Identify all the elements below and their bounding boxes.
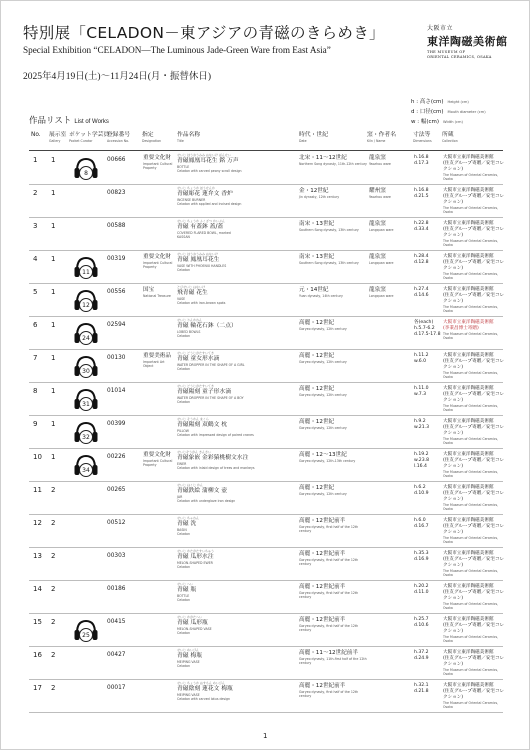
dimensions: h.11.2 w.6.0 [414,353,429,364]
pocket-curator-number: 11 [79,265,93,279]
title-en2: Celadon [177,597,191,602]
title-en: VASE WITH PHOENIX HANDLES [177,263,227,268]
title-ruby: とびせいじ はないけ [177,285,205,289]
title-en: MEIPING VASE [177,692,200,697]
collection: 大阪市立東洋陶磁美術館 (李秉昌博士寄贈) The Museum of Oriental Ceramics, Osaka [443,320,499,340]
accession-number: 00303 [107,553,126,559]
dimensions: h.27.4 d.14.6 [414,287,429,298]
title-ja: 青磁陽刻 双鶴文 枕 [177,421,228,428]
item-number: 4 [33,255,38,263]
designation: 重要文化財 Important Cultural Property [143,452,173,467]
collection: 大阪市立東洋陶磁美術館 (住友グループ寄贈／安宅コレクション) The Museum of Oriental Ceramics, Osaka [443,419,505,445]
table-row [29,251,503,284]
title-en2: Celadon [177,333,191,338]
work-date: 高麗・12世紀前半 Goryeo dynasty, first half of the 12th century [299,551,359,566]
title-ruby: せいじ はくじ かん [177,483,203,487]
collection: 大阪市立東洋陶磁美術館 (住友グループ寄贈／安宅コレクション) The Museum of Oriental Ceramics, Osaka [443,386,505,412]
dimensions: h.28.4 d.12.8 [414,254,429,265]
table-row [29,614,503,647]
pocket-curator[interactable] [71,418,105,446]
work-title [177,319,295,338]
collection: 大阪市立東洋陶磁美術館 (住友グループ寄贈／安宅コレクション) The Museum of Oriental Ceramics, Osaka [443,650,505,676]
work-title [177,352,295,371]
pocket-curator-number: 31 [79,397,93,411]
table-row [29,317,503,350]
title-en2: Celadon with iron-brown spots [177,300,226,305]
item-number: 14 [33,585,42,593]
header-divider [29,150,503,151]
accession-number: 00186 [107,586,126,592]
title-en: EWER [177,461,187,466]
table-row [29,152,503,185]
title-ruby: せいじ かがたへい [177,615,202,619]
work-date: 高麗・12世紀前半 Goryeo dynasty, first half of the 12th century [299,617,359,632]
designation: 重要文化財 Important Cultural Property [143,254,173,269]
title-ruby: せいじ へい [177,582,193,586]
pocket-curator[interactable] [71,385,105,413]
item-number: 13 [33,552,42,560]
table-row [29,449,503,482]
collection: 大阪市立東洋陶磁美術館 (住友グループ寄贈／安宅コレクション) The Museum of Oriental Ceramics, Osaka [443,287,505,313]
gallery-number: 2 [51,486,56,494]
pocket-curator-number: 12 [79,298,93,312]
title-en: PILLOW [177,428,189,433]
title-ja: 青磁 瓶 [177,586,197,593]
accession-number: 00226 [107,454,126,460]
title-en2: Celadon [177,564,191,569]
gallery-number: 1 [51,354,56,362]
legend-item: w : 幅(cm) Width (cm) [411,119,463,125]
collection: 大阪市立東洋陶磁美術館 (住友グループ寄贈／安宅コレクション) The Museum of Oriental Ceramics, Osaka [443,551,505,577]
dimension-legend [411,97,486,127]
title-ja: 青磁 梅瓶 [177,652,203,659]
museum-logo [427,23,508,59]
accession-number: 00130 [107,355,126,361]
title-en: LOBED BOWLS [177,329,201,334]
dimensions: h.35.3 d.16.9 [414,551,429,562]
collection: 大阪市立東洋陶磁美術館 (住友グループ寄贈／安宅コレクション) The Museum of Oriental Ceramics, Osaka [443,155,505,181]
collection: 大阪市立東洋陶磁美術館 (住友グループ寄贈／安宅コレクション) The Museum of Oriental Ceramics, Osaka [443,485,505,511]
title-ja: 青磁 洗 [177,520,197,527]
item-number: 7 [33,354,38,362]
gallery-number: 2 [51,519,56,527]
work-date: 高麗・12世紀 Goryeo dynasty, 12th century [299,419,347,430]
pocket-curator[interactable] [71,616,105,644]
accession-number: 00265 [107,487,126,493]
collection: 大阪市立東洋陶磁美術館 (住友グループ寄贈／安宅コレクション) The Museum of Oriental Ceramics, Osaka [443,683,505,709]
title-ja: 青磁象嵌 金彩猿桃樹文水注 [177,454,249,461]
accession-number: 00319 [107,256,126,262]
item-number: 9 [33,420,38,428]
column-header: 寸法等 Dimensions [413,132,432,143]
exhibition-title: 特別展「CELADON－東アジアの青磁のきらめき」 [23,24,385,42]
item-number: 11 [33,486,42,494]
page-number: 1 [263,732,268,740]
accession-number: 00415 [107,619,126,625]
legend-item: h : 高さ(cm) Height (cm) [411,99,469,105]
collection: 大阪市立東洋陶磁美術館 (住友グループ寄贈／安宅コレクション) The Museum of Oriental Ceramics, Osaka [443,353,505,379]
work-date: 高麗・11～12世紀前半 Goryeo dynasty, 11th-first half of the 12th century [299,650,367,665]
designation: 重要文化財 Important Cultural Property [143,155,173,170]
column-header: 指定 Designation [142,132,162,143]
column-header: 作品名称 Title [177,132,201,143]
work-date: 高麗・12世紀 Goryeo dynasty, 12th century [299,320,347,331]
title-ja: 飛青磁 花生 [177,289,208,296]
item-number: 8 [33,387,38,395]
pocket-curator-number: 32 [79,430,93,444]
work-title [177,154,295,173]
accession-number: 00666 [107,157,126,163]
column-header: 窯・作者名 Kiln / Name [367,132,396,143]
dimensions: h.20.2 d.11.0 [414,584,429,595]
accession-number: 00588 [107,223,126,229]
table-row [29,515,503,548]
item-number: 6 [33,321,38,329]
title-en2: Celadon with impressed design of paired cranes [177,432,254,437]
gallery-number: 1 [51,321,56,329]
title-en: WATER DROPPER IN THE SHAPE OF A GIRL [177,362,245,367]
title-en: VASE [177,296,186,301]
gallery-number: 1 [51,255,56,263]
table-row [29,284,503,317]
exhibition-subtitle: Special Exhibition “CELADON—The Luminous Jade-Green Ware from East Asia” [23,45,331,55]
logo-line3a: THE MUSEUM OF [427,50,466,54]
dimensions: h.25.7 d.10.6 [414,617,429,628]
item-number: 15 [33,618,42,626]
title-ja: 青磁 鳳凰耳花生 [177,256,220,263]
gallery-number: 2 [51,684,56,692]
title-en2: KASSAN [177,234,190,239]
pocket-curator[interactable] [71,253,105,281]
dimensions: h.22.8 d.33.4 [414,221,429,232]
title-en2: Celadon [177,663,191,668]
table-row [29,218,503,251]
headphones-icon [71,418,101,446]
list-heading: 作品リスト List of Works [29,116,109,126]
work-date: 元・14世紀 Yuan dynasty, 14th century [299,287,343,298]
dimensions: h.6.0 d.16.7 [414,518,429,529]
table-row [29,482,503,515]
title-ruby: せいじ ちょうか ほうせんか [177,186,215,190]
item-number: 12 [33,519,42,527]
item-number: 17 [33,684,42,692]
title-ja: 青磁 瓜形瓶 [177,619,208,626]
collection: 大阪市立東洋陶磁美術館 (住友グループ寄贈／安宅コレクション) The Museum of Oriental Ceramics, Osaka [443,617,505,643]
gallery-number: 2 [51,618,56,626]
pocket-curator[interactable] [71,154,105,182]
collection: 大阪市立東洋陶磁美術館 (住友グループ寄贈／安宅コレクション) The Museum of Oriental Ceramics, Osaka [443,188,505,214]
title-ruby: せいじ ほうおうみみ はないけ ばんせい [177,153,231,157]
title-ja: 青磁陽刻 童子形水滴 [177,388,232,395]
work-title [177,616,295,635]
table-row [29,185,503,218]
dimensions: 各(each) h.5.7-6.2 d.17.5-17.8 [414,320,441,337]
kiln: 龍泉窯 Longquan ware [369,254,394,265]
logo-line2: 東洋陶磁美術館 [427,35,508,48]
item-number: 2 [33,189,38,197]
item-number: 3 [33,222,38,230]
table-row [29,581,503,614]
column-header: 展示室 Gallery [49,132,67,143]
work-date: 高麗・12世紀 Goryeo dynasty, 12th century [299,485,347,496]
accession-number: 00512 [107,520,126,526]
title-en2: Celadon [177,267,191,272]
work-title [177,550,295,569]
title-en: MELON-SHAPED EWER [177,560,213,565]
kiln: 龍泉窯 Longquan ware [369,287,394,298]
work-date: 北宋・11～12世紀 Northern Song dynasty, 11th-12th century [299,155,367,166]
work-title [177,649,295,668]
title-ruby: せいじ りんかわん [177,318,202,322]
gallery-number: 2 [51,651,56,659]
pocket-curator-number: 24 [79,331,93,345]
dimensions: h.6.2 d.10.9 [414,485,429,496]
designation: 国宝 National Treasure [143,287,171,298]
work-date: 高麗・12世紀 Goryeo dynasty, 12th century [299,386,347,397]
title-ja: 青磁 童女形水滴 [177,355,220,362]
kiln: 龍泉窯 Yaozhou ware [369,155,391,166]
title-ruby: せいじぞうがん きんさい [177,450,211,454]
title-en2: Celadon with inlaid design of trees and monkeys [177,465,255,470]
title-ruby: せいじ そうかん まくら [177,417,209,421]
title-ja: 青磁鳳凰耳花生 銘 万声 [177,157,239,164]
headphones-icon [71,154,101,182]
title-ruby: せいじ ちょうか はすもん めいぴん [177,681,225,685]
title-ruby: せいじ どうじがたすいてき [177,351,214,355]
dimensions: h.19.2 w.23.8 l.16.4 [414,452,430,469]
title-ja: 青磁 瓜形水注 [177,553,214,560]
table-row [29,680,503,713]
title-ruby: せいじ ちゃわん [177,516,199,520]
title-ruby: せいじ どうじがたすいてき [177,384,214,388]
gallery-number: 1 [51,387,56,395]
table-row [29,383,503,416]
title-en2: Celadon [177,366,191,371]
title-en: INCENSE BURNER [177,197,206,202]
logo-line1: 大阪市立 [427,25,454,32]
work-date: 高麗・12世紀 Goryeo dynasty, 12th century [299,353,347,364]
dimensions: h.37.2 d.24.9 [414,650,429,661]
title-en2: Celadon [177,531,191,536]
work-date: 高麗・12世紀前半 Goryeo dynasty, first half of the 12th century [299,683,359,698]
title-en2: Celadon with carved lotus design [177,696,231,701]
work-title [177,682,295,701]
gallery-number: 1 [51,288,56,296]
item-number: 10 [33,453,42,461]
title-ruby: せいじ ちょうか ふくざつ かいぶん [177,219,225,223]
title-en2: Celadon [177,399,191,404]
pocket-curator[interactable] [71,451,105,479]
column-header: No. [31,132,41,138]
table-row [29,548,503,581]
accession-number: 00427 [107,652,126,658]
headphones-icon [71,253,101,281]
work-title [177,484,295,503]
gallery-number: 1 [51,156,56,164]
accession-number: 00399 [107,421,126,427]
column-header: 登録番号 Accession No. [107,132,131,143]
title-en2: Celadon with underglaze iron design [177,498,236,503]
work-title [177,517,295,536]
collection: 大阪市立東洋陶磁美術館 (住友グループ寄贈／安宅コレクション) The Museum of Oriental Ceramics, Osaka [443,452,505,478]
work-title [177,451,295,470]
collection: 大阪市立東洋陶磁美術館 (住友グループ寄贈／安宅コレクション) The Museum of Oriental Ceramics, Osaka [443,221,505,247]
title-ja: 青磁 有蓋鉢 蓋/蓋 [177,223,224,230]
exhibition-dates: 2025年4月19日(土)～11月24日(月・振替休日) [23,72,212,82]
headphones-icon [71,385,101,413]
accession-number: 00556 [107,289,126,295]
gallery-number: 1 [51,222,56,230]
dimensions: h.16.8 d.17.3 [414,155,429,166]
dimensions: h.9.2 w.21.3 [414,419,430,430]
work-title [177,286,295,305]
headphones-icon [71,451,101,479]
title-en: BASIN [177,527,187,532]
item-number: 16 [33,651,42,659]
item-number: 5 [33,288,38,296]
title-ja: 青磁彫花 蓮弁文 香炉 [177,190,233,197]
work-date: 高麗・12～13世紀 Goryeo dynasty, 12th-13th century [299,452,356,463]
dimensions: h.11.0 w.7.3 [414,386,429,397]
title-en: BOTTLE [177,164,190,169]
work-date: 南宋・13世紀 Southern Song dynasty, 13th century [299,254,359,265]
item-number: 1 [33,156,38,164]
title-en2: Celadon [177,630,191,635]
headphones-icon [71,319,101,347]
column-header: 時代・世紀 Date [299,132,328,143]
pocket-curator[interactable] [71,319,105,347]
title-ja: 青磁陰刻 蓮花文 梅瓶 [177,685,233,692]
title-ja: 青磁 輪花石鉢（二点） [177,322,237,329]
gallery-number: 1 [51,453,56,461]
work-date: 高麗・12世紀前半 Goryeo dynasty, first half of the 12th century [299,518,359,533]
pocket-curator-number: 34 [79,463,93,477]
headphones-icon [71,616,101,644]
kiln: 耀州窯 Yaozhou ware [369,188,391,199]
column-header: 所蔵 Collection [442,132,458,143]
work-title [177,253,295,272]
pocket-curator-number: 8 [79,166,93,180]
title-en: JAR [177,494,183,499]
table-row [29,350,503,383]
accession-number: 02594 [107,322,126,328]
title-en2: Celadon with carved peony scroll design [177,168,242,173]
title-en: BOTTLE [177,593,190,598]
table-row [29,647,503,680]
pocket-curator[interactable] [71,352,105,380]
work-title [177,187,295,206]
pocket-curator-number: 25 [79,628,93,642]
title-en: WATER DROPPER IN THE SHAPE OF A BOY [177,395,244,400]
accession-number: 01014 [107,388,126,394]
title-ruby: せいじ ほうおうみみ はないけ [177,252,218,256]
kiln: 龍泉窯 Longquan ware [369,221,394,232]
designation: 重要美術品 Important Art Object [143,353,171,368]
gallery-number: 2 [51,585,56,593]
pocket-curator[interactable] [71,286,105,314]
title-en: MELON-SHAPED VASE [177,626,212,631]
accession-number: 00017 [107,685,126,691]
headphones-icon [71,286,101,314]
work-date: 金・12世紀 Jin dynasty, 12th century [299,188,340,199]
gallery-number: 1 [51,189,56,197]
headphones-icon [71,352,101,380]
collection: 大阪市立東洋陶磁美術館 (住友グループ寄贈／安宅コレクション) The Museum of Oriental Ceramics, Osaka [443,518,505,544]
work-title [177,220,295,239]
title-ruby: せいじ かたがたすいちゅう [177,549,214,553]
logo-line3b: ORIENTAL CERAMICS, OSAKA [427,55,492,59]
table-row [29,416,503,449]
work-title [177,583,295,602]
title-en: COVERED FLARED BOWL, marked [177,230,231,235]
work-title [177,385,295,404]
column-header: ポケット学芸員 Pocket Curator [69,132,110,143]
title-ja: 青磁鉄絵 蒲柳文 壺 [177,487,228,494]
title-en: MEIPING VASE [177,659,200,664]
collection: 大阪市立東洋陶磁美術館 (住友グループ寄贈／安宅コレクション) The Museum of Oriental Ceramics, Osaka [443,254,505,280]
work-date: 南宋・13世紀 Southern Song dynasty, 13th century [299,221,359,232]
gallery-number: 2 [51,552,56,560]
accession-number: 00823 [107,190,126,196]
legend-item: d : 口径(cm) Mouth diameter (cm) [411,109,486,115]
dimensions: h.16.8 d.21.5 [414,188,429,199]
title-en2: Celadon with applied and incised design [177,201,242,206]
work-title [177,418,295,437]
dimensions: h.32.1 d.21.8 [414,683,429,694]
collection: 大阪市立東洋陶磁美術館 (住友グループ寄贈／安宅コレクション) The Museum of Oriental Ceramics, Osaka [443,584,505,610]
pocket-curator-number: 30 [79,364,93,378]
title-ruby: せいじ めいぴん [177,648,199,652]
gallery-number: 1 [51,420,56,428]
work-date: 高麗・12世紀前半 Goryeo dynasty, first half of the 12th century [299,584,359,599]
